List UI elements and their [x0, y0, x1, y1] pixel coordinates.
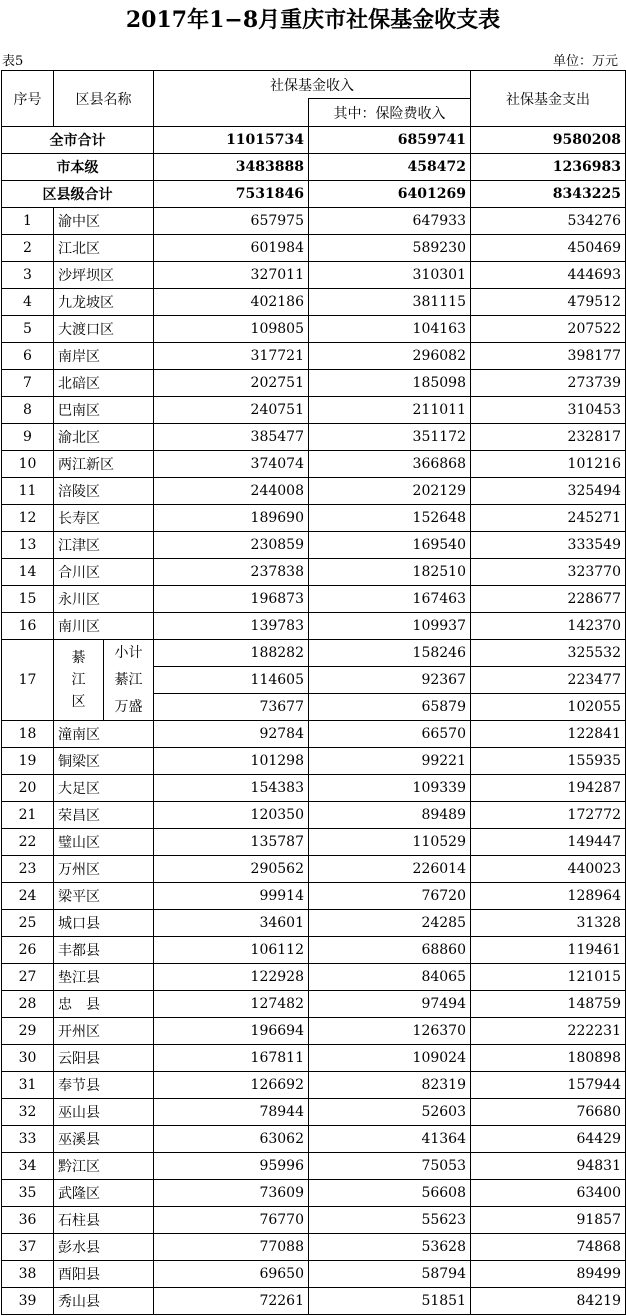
premium-value: 41364	[309, 1126, 471, 1153]
summary-label: 全市合计	[2, 127, 154, 154]
table-row	[2, 424, 626, 451]
table-row	[2, 883, 626, 910]
row-number: 16	[2, 613, 54, 640]
row-number: 12	[2, 505, 54, 532]
income-value: 237838	[154, 559, 309, 586]
income-value: 127482	[154, 991, 309, 1018]
income-value: 106112	[154, 937, 309, 964]
expense-value: 180898	[471, 1045, 626, 1072]
district-name: 大渡口区	[54, 316, 154, 343]
header-income: 社保基金收入	[154, 71, 471, 99]
premium-value: 56608	[309, 1180, 471, 1207]
expense-value: 31328	[471, 910, 626, 937]
expense-value: 89499	[471, 1261, 626, 1288]
table-row	[2, 1099, 626, 1126]
row-number: 36	[2, 1207, 54, 1234]
income-value: 78944	[154, 1099, 309, 1126]
table-meta	[0, 42, 626, 70]
summary-row	[2, 154, 626, 181]
table-row	[2, 235, 626, 262]
income-value: 99914	[154, 883, 309, 910]
income-value: 92784	[154, 721, 309, 748]
income-value: 101298	[154, 748, 309, 775]
premium-value: 366868	[309, 451, 471, 478]
expense-value: 148759	[471, 991, 626, 1018]
table-row	[2, 964, 626, 991]
table-row	[2, 937, 626, 964]
premium-value: 6401269	[309, 181, 471, 208]
qijiang-name-char: 江	[71, 672, 86, 688]
income-value: 327011	[154, 262, 309, 289]
row-number: 17	[2, 640, 54, 721]
row-number: 20	[2, 775, 54, 802]
table-row	[2, 1288, 626, 1315]
premium-value: 458472	[309, 154, 471, 181]
expense-value: 172772	[471, 802, 626, 829]
row-number: 34	[2, 1153, 54, 1180]
expense-value: 121015	[471, 964, 626, 991]
income-value: 72261	[154, 1288, 309, 1315]
row-number: 2	[2, 235, 54, 262]
row-number: 10	[2, 451, 54, 478]
table-row	[2, 559, 626, 586]
expense-value: 232817	[471, 424, 626, 451]
row-number: 25	[2, 910, 54, 937]
table-row	[2, 478, 626, 505]
income-value: 126692	[154, 1072, 309, 1099]
income-value: 73609	[154, 1180, 309, 1207]
table-row	[2, 748, 626, 775]
expense-value: 534276	[471, 208, 626, 235]
premium-value: 53628	[309, 1234, 471, 1261]
expense-value: 444693	[471, 262, 626, 289]
income-value: 109805	[154, 316, 309, 343]
district-name: 合川区	[54, 559, 154, 586]
premium-value: 182510	[309, 559, 471, 586]
sub-district-label: 万盛	[104, 694, 154, 721]
expense-value: 91857	[471, 1207, 626, 1234]
expense-value: 194287	[471, 775, 626, 802]
district-name: 石柱县	[54, 1207, 154, 1234]
row-number: 27	[2, 964, 54, 991]
expense-value: 273739	[471, 370, 626, 397]
expense-value: 398177	[471, 343, 626, 370]
expense-value: 157944	[471, 1072, 626, 1099]
row-number: 15	[2, 586, 54, 613]
row-number: 1	[2, 208, 54, 235]
income-value: 230859	[154, 532, 309, 559]
row-number: 35	[2, 1180, 54, 1207]
expense-value: 64429	[471, 1126, 626, 1153]
row-number: 32	[2, 1099, 54, 1126]
table-row	[2, 721, 626, 748]
district-name: 忠 县	[54, 991, 154, 1018]
district-name: 武隆区	[54, 1180, 154, 1207]
district-name: 彭水县	[54, 1234, 154, 1261]
expense-value: 63400	[471, 1180, 626, 1207]
table-row	[2, 1153, 626, 1180]
row-number: 19	[2, 748, 54, 775]
income-value: 114605	[154, 667, 309, 694]
district-name: 秀山县	[54, 1288, 154, 1315]
premium-value: 75053	[309, 1153, 471, 1180]
row-number: 37	[2, 1234, 54, 1261]
premium-value: 66570	[309, 721, 471, 748]
row-number: 7	[2, 370, 54, 397]
premium-value: 24285	[309, 910, 471, 937]
premium-value: 82319	[309, 1072, 471, 1099]
district-name: 长寿区	[54, 505, 154, 532]
expense-value: 207522	[471, 316, 626, 343]
table-row	[2, 775, 626, 802]
district-name: 两江新区	[54, 451, 154, 478]
unit-label: 单位：万元	[552, 54, 618, 69]
row-number: 8	[2, 397, 54, 424]
expense-value: 440023	[471, 856, 626, 883]
income-value: 154383	[154, 775, 309, 802]
premium-value: 76720	[309, 883, 471, 910]
income-value: 7531846	[154, 181, 309, 208]
row-number: 14	[2, 559, 54, 586]
social-security-fund-table	[1, 70, 626, 1315]
income-value: 120350	[154, 802, 309, 829]
table-row	[2, 640, 626, 667]
table-row	[2, 856, 626, 883]
income-value: 69650	[154, 1261, 309, 1288]
district-name: 潼南区	[54, 721, 154, 748]
district-name: 渝北区	[54, 424, 154, 451]
expense-value: 84219	[471, 1288, 626, 1315]
table-row	[2, 1261, 626, 1288]
table-row	[2, 505, 626, 532]
income-value: 374074	[154, 451, 309, 478]
premium-value: 51851	[309, 1288, 471, 1315]
expense-value: 119461	[471, 937, 626, 964]
premium-value: 6859741	[309, 127, 471, 154]
income-value: 167811	[154, 1045, 309, 1072]
row-number: 38	[2, 1261, 54, 1288]
expense-value: 122841	[471, 721, 626, 748]
income-value: 76770	[154, 1207, 309, 1234]
expense-value: 450469	[471, 235, 626, 262]
premium-value: 97494	[309, 991, 471, 1018]
district-name: 北碚区	[54, 370, 154, 397]
table-row	[2, 613, 626, 640]
header-seq: 序号	[2, 71, 54, 127]
district-name: 巴南区	[54, 397, 154, 424]
summary-row	[2, 181, 626, 208]
table-row	[2, 370, 626, 397]
row-number: 21	[2, 802, 54, 829]
expense-value: 102055	[471, 694, 626, 721]
income-value: 385477	[154, 424, 309, 451]
premium-value: 202129	[309, 478, 471, 505]
table-row	[2, 289, 626, 316]
expense-value: 94831	[471, 1153, 626, 1180]
expense-value: 245271	[471, 505, 626, 532]
row-number: 6	[2, 343, 54, 370]
table-row	[2, 532, 626, 559]
summary-label: 区县级合计	[2, 181, 154, 208]
income-value: 77088	[154, 1234, 309, 1261]
table-row	[2, 208, 626, 235]
district-name: 九龙坡区	[54, 289, 154, 316]
district-name: 开州区	[54, 1018, 154, 1045]
row-number: 9	[2, 424, 54, 451]
district-name: 荣昌区	[54, 802, 154, 829]
premium-value: 296082	[309, 343, 471, 370]
premium-value: 89489	[309, 802, 471, 829]
income-value: 402186	[154, 289, 309, 316]
income-value: 202751	[154, 370, 309, 397]
row-number: 33	[2, 1126, 54, 1153]
expense-value: 9580208	[471, 127, 626, 154]
district-name: 涪陵区	[54, 478, 154, 505]
expense-value: 479512	[471, 289, 626, 316]
row-number: 39	[2, 1288, 54, 1315]
premium-value: 99221	[309, 748, 471, 775]
premium-value: 226014	[309, 856, 471, 883]
expense-value: 101216	[471, 451, 626, 478]
expense-value: 325494	[471, 478, 626, 505]
income-value: 196694	[154, 1018, 309, 1045]
table-row	[2, 586, 626, 613]
district-name: 梁平区	[54, 883, 154, 910]
expense-value: 323770	[471, 559, 626, 586]
row-number: 4	[2, 289, 54, 316]
row-number: 3	[2, 262, 54, 289]
row-number: 26	[2, 937, 54, 964]
expense-value: 228677	[471, 586, 626, 613]
premium-value: 104163	[309, 316, 471, 343]
district-name: 江北区	[54, 235, 154, 262]
premium-value: 109339	[309, 775, 471, 802]
table-row	[2, 316, 626, 343]
row-number: 28	[2, 991, 54, 1018]
table-row	[2, 910, 626, 937]
income-value: 317721	[154, 343, 309, 370]
header-name: 区县名称	[54, 71, 154, 127]
district-name: 丰都县	[54, 937, 154, 964]
row-number: 5	[2, 316, 54, 343]
district-name: 云阳县	[54, 1045, 154, 1072]
premium-value: 84065	[309, 964, 471, 991]
income-value: 188282	[154, 640, 309, 667]
summary-label: 市本级	[2, 154, 154, 181]
header-premium: 其中：保险费收入	[309, 99, 471, 127]
sub-district-label: 小计	[104, 640, 154, 667]
expense-value: 333549	[471, 532, 626, 559]
income-value: 34601	[154, 910, 309, 937]
row-number: 22	[2, 829, 54, 856]
district-name: 渝中区	[54, 208, 154, 235]
table-row	[2, 1126, 626, 1153]
row-number: 29	[2, 1018, 54, 1045]
premium-value: 110529	[309, 829, 471, 856]
district-name: 万州区	[54, 856, 154, 883]
district-name: 大足区	[54, 775, 154, 802]
district-name: 沙坪坝区	[54, 262, 154, 289]
premium-value: 310301	[309, 262, 471, 289]
district-name: 江津区	[54, 532, 154, 559]
district-name: 城口县	[54, 910, 154, 937]
expense-value: 222231	[471, 1018, 626, 1045]
district-name: 铜梁区	[54, 748, 154, 775]
page-title: 2017年1−8月重庆市社保基金收支表	[125, 7, 501, 33]
district-name: 永川区	[54, 586, 154, 613]
premium-value: 92367	[309, 667, 471, 694]
premium-value: 351172	[309, 424, 471, 451]
table-row	[2, 991, 626, 1018]
income-value: 290562	[154, 856, 309, 883]
income-value: 122928	[154, 964, 309, 991]
district-name: 南川区	[54, 613, 154, 640]
income-value: 601984	[154, 235, 309, 262]
table-row	[2, 802, 626, 829]
district-name: 垫江县	[54, 964, 154, 991]
premium-value: 152648	[309, 505, 471, 532]
expense-value: 74868	[471, 1234, 626, 1261]
row-number: 23	[2, 856, 54, 883]
district-name: 黔江区	[54, 1153, 154, 1180]
premium-value: 647933	[309, 208, 471, 235]
income-value: 95996	[154, 1153, 309, 1180]
expense-value: 310453	[471, 397, 626, 424]
table-row	[2, 1234, 626, 1261]
sub-district-label: 綦江	[104, 667, 154, 694]
income-value: 11015734	[154, 127, 309, 154]
expense-value: 223477	[471, 667, 626, 694]
income-value: 3483888	[154, 154, 309, 181]
premium-value: 109937	[309, 613, 471, 640]
income-value: 244008	[154, 478, 309, 505]
table-row	[2, 451, 626, 478]
district-name: 巫山县	[54, 1099, 154, 1126]
table-row	[2, 1018, 626, 1045]
table-body	[2, 127, 626, 1315]
expense-value: 149447	[471, 829, 626, 856]
premium-value: 589230	[309, 235, 471, 262]
premium-value: 158246	[309, 640, 471, 667]
district-name: 南岸区	[54, 343, 154, 370]
income-value: 139783	[154, 613, 309, 640]
table-row	[2, 1207, 626, 1234]
qijiang-name-char: 綦	[71, 650, 86, 666]
premium-value: 381115	[309, 289, 471, 316]
row-number: 30	[2, 1045, 54, 1072]
premium-value: 52603	[309, 1099, 471, 1126]
income-value: 657975	[154, 208, 309, 235]
premium-value: 109024	[309, 1045, 471, 1072]
expense-value: 1236983	[471, 154, 626, 181]
expense-value: 76680	[471, 1099, 626, 1126]
table-row	[2, 397, 626, 424]
row-number: 18	[2, 721, 54, 748]
table-row	[2, 1180, 626, 1207]
income-value: 240751	[154, 397, 309, 424]
expense-value: 8343225	[471, 181, 626, 208]
table-row	[2, 1045, 626, 1072]
row-number: 13	[2, 532, 54, 559]
qijiang-name	[54, 640, 104, 721]
income-value: 73677	[154, 694, 309, 721]
expense-value: 325532	[471, 640, 626, 667]
premium-value: 185098	[309, 370, 471, 397]
district-name: 酉阳县	[54, 1261, 154, 1288]
premium-value: 169540	[309, 532, 471, 559]
expense-value: 128964	[471, 883, 626, 910]
row-number: 11	[2, 478, 54, 505]
premium-value: 55623	[309, 1207, 471, 1234]
premium-value: 58794	[309, 1261, 471, 1288]
premium-value: 211011	[309, 397, 471, 424]
table-row	[2, 343, 626, 370]
income-value: 63062	[154, 1126, 309, 1153]
district-name: 璧山区	[54, 829, 154, 856]
expense-value: 142370	[471, 613, 626, 640]
table-row	[2, 829, 626, 856]
premium-value: 65879	[309, 694, 471, 721]
premium-value: 167463	[309, 586, 471, 613]
table-header	[2, 71, 626, 127]
expense-value: 155935	[471, 748, 626, 775]
qijiang-name-char: 区	[71, 694, 86, 710]
premium-value: 126370	[309, 1018, 471, 1045]
table-row	[2, 262, 626, 289]
district-name: 巫溪县	[54, 1126, 154, 1153]
income-value: 196873	[154, 586, 309, 613]
premium-value: 68860	[309, 937, 471, 964]
row-number: 31	[2, 1072, 54, 1099]
table-row	[2, 1072, 626, 1099]
row-number: 24	[2, 883, 54, 910]
header-expense: 社保基金支出	[471, 71, 626, 127]
district-name: 奉节县	[54, 1072, 154, 1099]
summary-row	[2, 127, 626, 154]
income-value: 189690	[154, 505, 309, 532]
header-blank	[154, 99, 309, 127]
income-value: 135787	[154, 829, 309, 856]
table-number: 表5	[2, 54, 24, 69]
